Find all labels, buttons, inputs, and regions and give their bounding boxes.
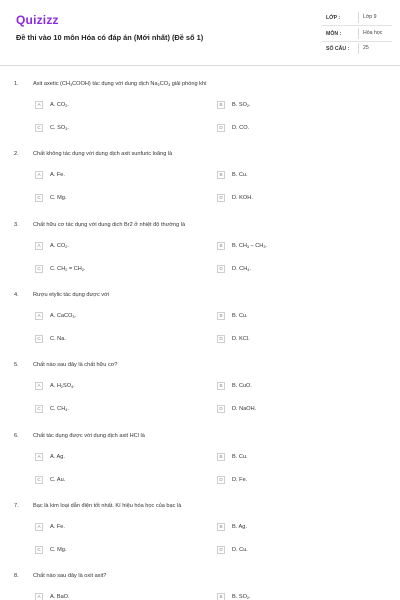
option-c-checkbox[interactable]: C — [35, 335, 43, 343]
option-c-label: C. Mg. — [50, 195, 67, 202]
question-text: Chất nào sau đây là chất hữu cơ? — [33, 362, 118, 369]
option-b-checkbox[interactable]: B — [217, 312, 225, 320]
option-d-checkbox[interactable]: D — [217, 546, 225, 554]
option-a-checkbox[interactable]: A — [35, 101, 43, 109]
option-c-label: C. Na. — [50, 335, 66, 342]
question-text: Chất không tác dụng với dung dịch axit sunfuric loãng là — [33, 151, 173, 158]
option-a-label: A. Ag. — [50, 453, 65, 460]
page-title: Đề thi vào 10 môn Hóa có đáp án (Mới nhất) (Đề số 1) — [16, 33, 204, 42]
option-b-label: B. $SO_2$. — [232, 102, 251, 108]
question-number: 4. — [14, 291, 19, 298]
option-a-label: A. Fe. — [50, 172, 65, 179]
option-a-checkbox[interactable]: A — [35, 312, 43, 320]
question-number: 5. — [14, 362, 19, 369]
option-b-checkbox[interactable]: B — [217, 101, 225, 109]
option-a-checkbox[interactable]: A — [35, 593, 43, 600]
meta-label: LỚP : — [326, 15, 341, 21]
option-d-label: D. KCl. — [232, 335, 250, 342]
question-text: Axit axetic $(CH_3COOH)$ tác dụng với dung dịch $Na_2CO_3$ giải phóng khí — [33, 81, 207, 87]
question-number: 6. — [14, 432, 19, 439]
option-c-label: C. $SO_3$. — [50, 125, 69, 131]
option-c-label: C. Mg. — [50, 546, 67, 553]
option-a-label: A. $CO_2$. — [50, 102, 69, 108]
option-d-label: D. KOH. — [232, 195, 253, 202]
meta-value: Hóa học — [358, 28, 390, 39]
question-text: Bạc là kim loại dẫn điện tốt nhất. Kí hiệu hóa học của bạc là — [33, 502, 182, 509]
option-d-checkbox[interactable]: D — [217, 194, 225, 202]
option-a-label: A. CaCO$_3$. — [50, 312, 77, 319]
option-c-checkbox[interactable]: C — [35, 124, 43, 132]
option-a-label: A. $H_2SO_4$. — [50, 383, 75, 390]
option-b-label: B. Cu. — [232, 453, 248, 460]
option-d-checkbox[interactable]: D — [217, 265, 225, 273]
question-text: Chất hữu cơ tác dụng với dung dịch Br2 ở nhiệt độ thường là — [33, 221, 186, 228]
question-number: 8. — [14, 573, 19, 580]
option-c-checkbox[interactable]: C — [35, 265, 43, 273]
option-a-checkbox[interactable]: A — [35, 382, 43, 390]
option-c-checkbox[interactable]: C — [35, 546, 43, 554]
option-d-checkbox[interactable]: D — [217, 335, 225, 343]
option-b-checkbox[interactable]: B — [217, 593, 225, 600]
option-b-checkbox[interactable]: B — [217, 453, 225, 461]
option-b-checkbox[interactable]: B — [217, 242, 225, 250]
option-a-checkbox[interactable]: A — [35, 523, 43, 531]
option-c-label: C. $CH_2 = CH_2$. — [50, 265, 86, 272]
option-b-label: B. CuO. — [232, 383, 252, 390]
meta-value: 25 — [358, 43, 390, 54]
option-b-label: B. $CH_3 - CH_3$. — [232, 242, 268, 249]
option-d-checkbox[interactable]: D — [217, 405, 225, 413]
option-b-checkbox[interactable]: B — [217, 382, 225, 390]
meta-divider — [322, 41, 392, 42]
question-number: 3. — [14, 221, 19, 228]
option-b-checkbox[interactable]: B — [217, 171, 225, 179]
question-text: Chất tác dụng được với dung dịch axit HCl là — [33, 432, 145, 439]
question-number: 1. — [14, 81, 19, 87]
option-b-label: B. Cu. — [232, 172, 248, 179]
meta-value: Lớp 9 — [358, 12, 390, 23]
option-a-label: A. BaO. — [50, 594, 70, 600]
option-c-label: C. Au. — [50, 476, 66, 483]
meta-label: MÔN : — [326, 31, 342, 37]
option-c-checkbox[interactable]: C — [35, 194, 43, 202]
option-a-checkbox[interactable]: A — [35, 453, 43, 461]
option-c-checkbox[interactable]: C — [35, 476, 43, 484]
option-d-checkbox[interactable]: D — [217, 476, 225, 484]
question-number: 7. — [14, 502, 19, 509]
option-b-label: B. Cu. — [232, 312, 248, 319]
meta-divider — [322, 25, 392, 26]
option-a-label: A. Fe. — [50, 523, 65, 530]
option-d-label: D. Cu. — [232, 546, 248, 553]
option-c-checkbox[interactable]: C — [35, 405, 43, 413]
option-a-checkbox[interactable]: A — [35, 242, 43, 250]
option-c-label: C. $CH_4$. — [50, 406, 69, 413]
option-d-label: D. Fe. — [232, 476, 248, 483]
option-d-label: D. CO. — [232, 125, 250, 131]
option-b-label: B. Ag. — [232, 523, 247, 530]
meta-label: SỐ CÂU : — [326, 46, 350, 52]
option-a-checkbox[interactable]: A — [35, 171, 43, 179]
option-d-checkbox[interactable]: D — [217, 124, 225, 132]
question-text: Chất nào sau đây là oxit axit? — [33, 573, 107, 580]
option-a-label: A. $CO_2$. — [50, 242, 69, 249]
option-b-checkbox[interactable]: B — [217, 523, 225, 531]
question-text: Rượu etylic tác dụng được với — [33, 291, 110, 298]
option-b-label: B. $SO_2$. — [232, 594, 251, 600]
brand-logo: Quizizz — [16, 13, 59, 27]
option-d-label: D. $CH_4$. — [232, 265, 251, 272]
option-d-label: D. NaOH. — [232, 406, 257, 413]
question-number: 2. — [14, 151, 19, 158]
